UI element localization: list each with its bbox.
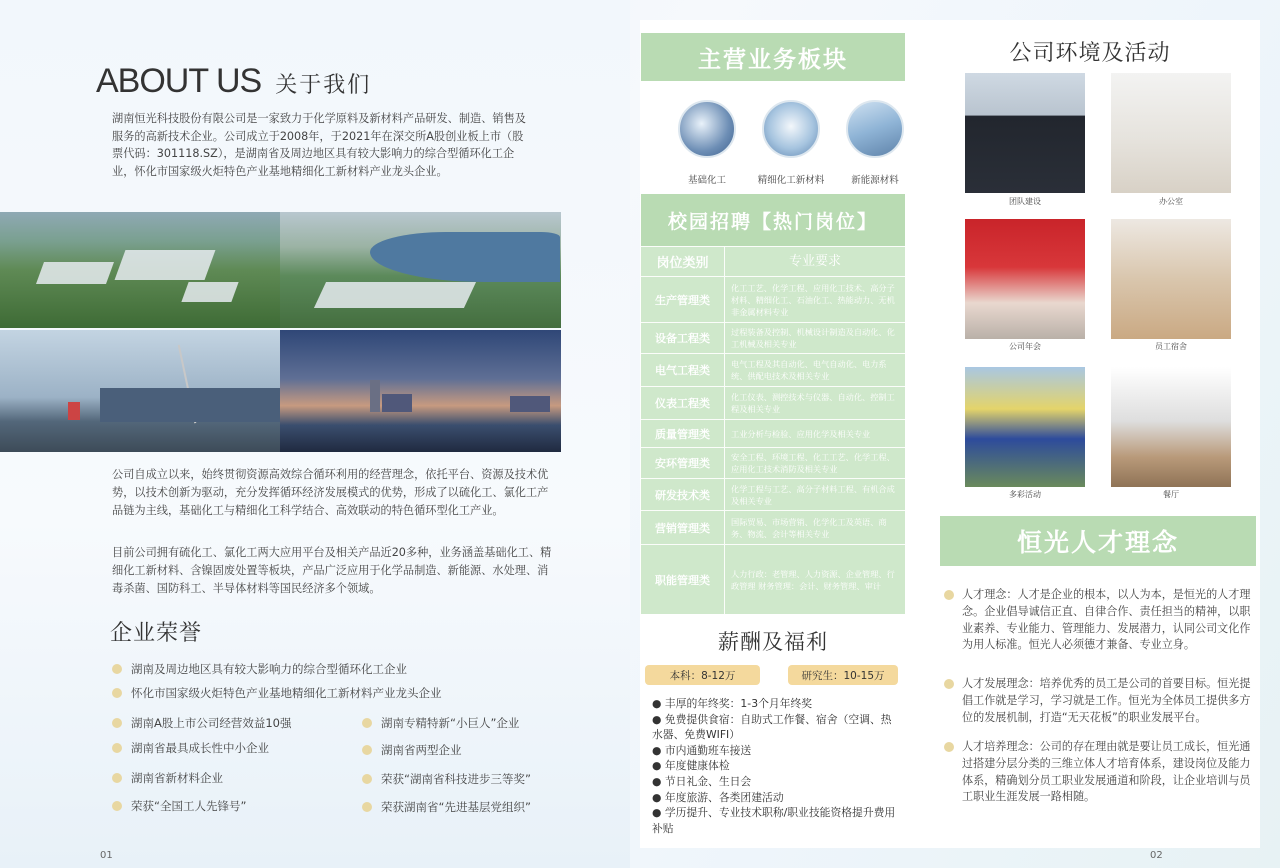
business-title: 主营业务板块 xyxy=(641,33,905,81)
business-label: 基础化工 xyxy=(687,175,726,186)
benefit-item: ● 市内通勤班车接送 xyxy=(652,743,752,757)
env-label: 办公室 xyxy=(1159,197,1183,206)
recruit-row xyxy=(641,510,905,544)
photo-campus-aerial xyxy=(0,212,280,328)
recruit-req: 人力行政：老管理、人力资源、企业管理、行政管理 财务管理：会计、财务管理、审计 xyxy=(731,568,895,591)
company-intro: 湖南恒光科技股份有限公司是一家致力于化学原料及新材料产品研发、制造、销售及服务的高新技术企业。公司成立于2008年，于2021年在深交所A股创业板上市（股票代码：301118.SZ），是湖南省及周边地区具有较大影响力的综合型循环化工企业，怀化市国家级火炬特色产业基地精细化工新材料产业龙头企业。 xyxy=(112,112,526,178)
recruit-row xyxy=(641,386,905,419)
env-photo-office xyxy=(1111,73,1231,193)
recruit-header-row xyxy=(641,246,905,276)
honors-title: 企业荣誉 xyxy=(110,621,203,646)
benefit-item: ● 学历提升、专业技术职称/职业技能资格提升费用补贴 xyxy=(652,806,896,835)
honor-item: 荣获“湖南省科技进步三等奖” xyxy=(362,771,531,787)
recruit-req: 化工工艺、化学工程、应用化工技术、高分子材料、精细化工、石油化工、热能动力、无机非金属材料专业 xyxy=(731,282,895,317)
recruit-header-category: 岗位类别 xyxy=(641,247,725,276)
talent-item: 人才理念：人才是企业的根本，以人为本，是恒光的人才理念。企业倡导诚信正直、自律合作、责任担当的精神，以职业素养、专业能力、管理能力、发展潜力，认同公司文化作为用人标准。恒光人必须德才兼备、专业立身。 xyxy=(944,587,1254,654)
honor-item: 湖南省两型企业 xyxy=(362,742,462,758)
honor-item: 湖南省最具成长性中小企业 xyxy=(112,740,269,756)
recruit-category: 质量管理类 xyxy=(641,420,725,447)
env-label: 餐厅 xyxy=(1163,490,1179,499)
recruit-req: 电气工程及其自动化、电气自动化、电力系统、供配电技术及相关专业 xyxy=(731,359,887,381)
bullet-dot-icon xyxy=(944,742,954,752)
recruit-title: 校园招聘【热门岗位】 xyxy=(641,194,905,246)
bullet-dot-icon xyxy=(362,718,372,728)
benefit-item: ● 免费提供食宿：自助式工作餐、宿舍（空调、热水器、免费WIFI） xyxy=(652,712,892,742)
bullet-dot-icon xyxy=(362,802,372,812)
talent-item: 人才发展理念：培养优秀的员工是公司的首要目标。恒光提倡工作就是学习，学习就是工作。恒光为全体员工提供多方位的发展机制，打造“无天花板”的职业发展平台。 xyxy=(944,676,1254,726)
env-photo-team xyxy=(965,73,1085,193)
basic-chemical-icon xyxy=(678,100,736,158)
honor-item: 湖南A股上市公司经营效益10强 xyxy=(112,715,292,731)
honor-item: 湖南及周边地区具有较大影响力的综合型循环化工企业 xyxy=(112,661,407,677)
about-us-title-en: ABOUT US xyxy=(96,62,262,100)
benefit-item: ● 年度健康体检 xyxy=(652,759,730,773)
recruit-category: 电气工程类 xyxy=(641,354,725,386)
company-paragraph-2: 目前公司拥有硫化工、氯化工两大应用平台及相关产品近20多种，业务涵盖基础化工、精细化工新材料、含镍固废处置等板块，产品广泛应用于化学品制造、新能源、水处理、消毒杀菌、国防科工、半导体材料等国民经济多个领域。 xyxy=(112,546,552,595)
env-label: 多彩活动 xyxy=(1009,490,1041,499)
benefit-item: ● 节日礼金、生日会 xyxy=(652,774,752,788)
bullet-dot-icon xyxy=(944,590,954,600)
env-photo-dorm xyxy=(1111,219,1231,339)
business-label: 精细化工新材料 xyxy=(757,175,825,186)
bullet-dot-icon xyxy=(112,664,122,674)
recruit-req: 过程装备及控制、机械设计制造及自动化、化工机械及相关专业 xyxy=(731,327,895,349)
recruit-req: 化学工程与工艺、高分子材料工程、有机合成及相关专业 xyxy=(731,483,895,506)
photo-industrial-park xyxy=(280,212,561,328)
honor-item: 湖南省新材料企业 xyxy=(112,770,223,786)
recruit-row xyxy=(641,353,905,386)
page-number-left: 01 xyxy=(100,850,113,861)
talent-item: 人才培养理念：公司的存在理由就是要让员工成长，恒光通过搭建分层分类的三维立体人才培育体系，建设岗位及能力体系，精确划分员工职业发展通道和阶段，让企业培训与员工职业生涯发展一路相随。 xyxy=(944,739,1254,806)
recruit-req: 安全工程、环境工程、化工工艺、化学工程、应用化工技术消防及相关专业 xyxy=(731,452,895,474)
recruit-row xyxy=(641,447,905,478)
recruit-req: 工业分析与检验、应用化学及相关专业 xyxy=(731,428,871,439)
bullet-dot-icon xyxy=(112,718,122,728)
recruit-req: 国际贸易、市场营销、化学化工及英语、商务、物流、会计等相关专业 xyxy=(731,516,887,539)
recruit-table xyxy=(641,246,905,614)
env-photo-canteen xyxy=(1111,367,1231,487)
recruit-category: 设备工程类 xyxy=(641,323,725,353)
recruit-category: 营销管理类 xyxy=(641,511,725,544)
honor-item: 荣获湖南省“先进基层党组织” xyxy=(362,799,531,815)
recruit-header-req: 专业要求 xyxy=(788,253,841,269)
about-us-title xyxy=(96,62,371,101)
recruit-req: 化工仪表、测控技术与仪器、自动化、控制工程及相关专业 xyxy=(731,392,895,414)
recruit-row xyxy=(641,419,905,447)
honor-item: 荣获“全国工人先锋号” xyxy=(112,798,246,814)
benefit-item: ● 年度旅游、各类团建活动 xyxy=(652,790,784,804)
recruit-category: 职能管理类 xyxy=(641,545,725,614)
page-number-right: 02 xyxy=(1150,850,1163,861)
business-label: 新能源材料 xyxy=(851,175,899,186)
new-energy-icon xyxy=(846,100,904,158)
salary-title: 薪酬及福利 xyxy=(718,630,828,654)
env-photo-activities xyxy=(965,367,1085,487)
fine-chemical-icon xyxy=(762,100,820,158)
env-label: 公司年会 xyxy=(1009,342,1041,351)
bullet-dot-icon xyxy=(112,743,122,753)
recruit-row xyxy=(641,478,905,510)
environment-title: 公司环境及活动 xyxy=(1009,41,1171,66)
bullet-dot-icon xyxy=(944,679,954,689)
salary-undergrad: 本科：8-12万 xyxy=(645,665,760,685)
recruit-row xyxy=(641,322,905,353)
honor-item: 湖南专精特新“小巨人”企业 xyxy=(362,715,519,731)
bullet-dot-icon xyxy=(112,688,122,698)
recruit-category: 仪表工程类 xyxy=(641,387,725,419)
benefits-list xyxy=(652,696,900,836)
benefit-item: ● 丰厚的年终奖：1-3个月年终奖 xyxy=(652,697,813,710)
recruit-category: 生产管理类 xyxy=(641,277,725,322)
recruit-row xyxy=(641,276,905,322)
recruit-category: 研发技术类 xyxy=(641,479,725,510)
bullet-dot-icon xyxy=(362,745,372,755)
honor-item: 怀化市国家级火炬特色产业基地精细化工新材料产业龙头企业 xyxy=(112,685,442,701)
recruit-row xyxy=(641,544,905,614)
bullet-dot-icon xyxy=(362,774,372,784)
company-paragraph-1: 公司自成立以来，始终贯彻资源高效综合循环利用的经营理念，依托平台、资源及技术优势，以技术创新为驱动，充分发挥循环经济发展模式的优势，形成了以硫化工、氯化工产品链为主线，基础化工与精细化工科学结合、高效联动的特色循环型化工产业。 xyxy=(112,468,549,517)
env-label: 员工宿舍 xyxy=(1155,342,1187,351)
recruit-category: 安环管理类 xyxy=(641,448,725,478)
photo-city-skyline xyxy=(280,330,561,452)
env-label: 团队建设 xyxy=(1009,197,1041,206)
salary-grad: 研究生：10-15万 xyxy=(788,665,898,685)
photo-office-building xyxy=(0,330,280,452)
about-us-title-cn: 关于我们 xyxy=(275,72,372,97)
talent-title: 恒光人才理念 xyxy=(940,516,1256,566)
env-photo-annual-meeting xyxy=(965,219,1085,339)
bullet-dot-icon xyxy=(112,801,122,811)
bullet-dot-icon xyxy=(112,773,122,783)
